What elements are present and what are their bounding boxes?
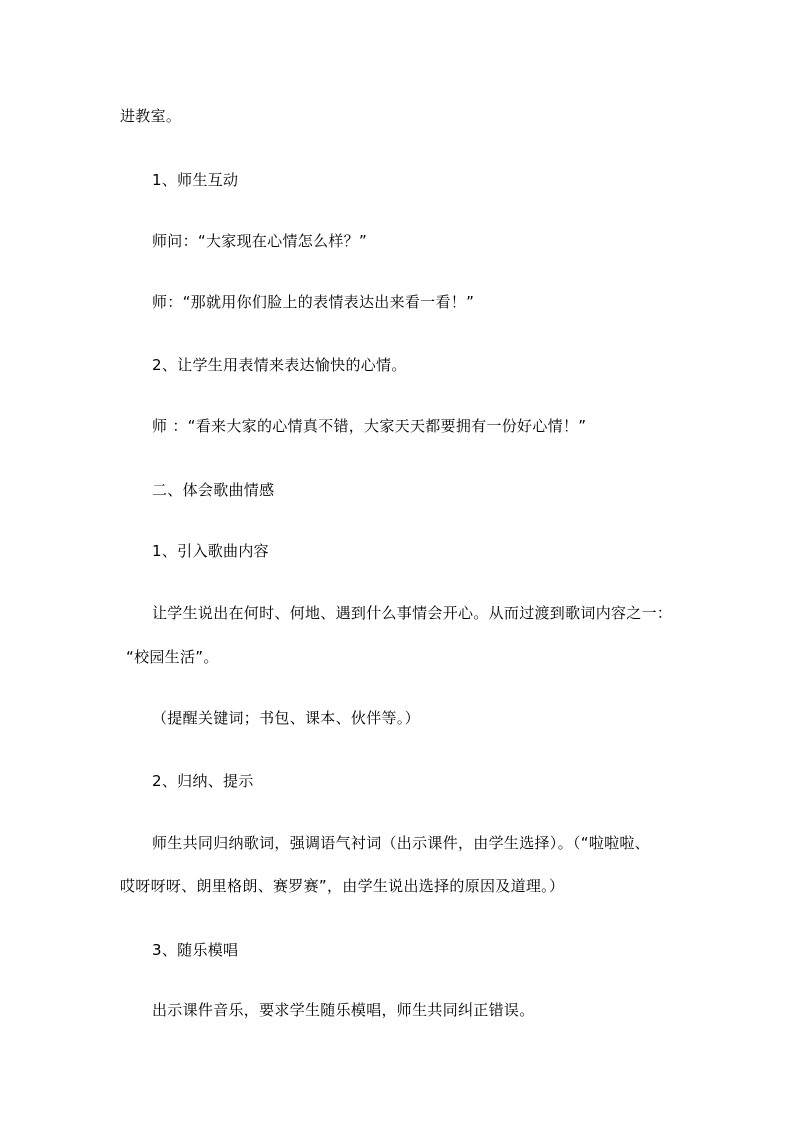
text-line-courseware-music: 出示课件音乐，要求学生随乐模唱，师生共同纠正错误。 [152,1001,535,1019]
text-line-continuation: 进教室。 [120,107,182,125]
heading-introduce-song: 1、引入歌曲内容 [152,542,269,560]
section-heading-song-emotion: 二、体会歌曲情感 [152,481,275,499]
text-line-interjections: 哎呀呀呀、朗里格朗、赛罗赛”，由学生说出选择的原因及道理。） [120,877,565,895]
heading-sing-along: 3、随乐模唱 [152,941,239,959]
heading-summarize: 2、归纳、提示 [152,772,254,790]
text-line-teacher-question: 师问：“大家现在心情怎么样？” [152,232,368,250]
text-line-summarize-lyrics: 师生共同归纳歌词，强调语气衬词（出示课件，由学生选择）。（“啦啦啦、 [152,834,650,852]
text-line-keywords-hint: （提醒关键词；书包、课本、伙伴等。） [152,709,420,727]
text-line-teacher-prompt: 师：“那就用你们脸上的表情表达出来看一看！” [152,293,475,311]
text-line-teacher-remark: 师 ：“看来大家的心情真不错，大家天天都要拥有一份好心情！” [152,417,587,435]
text-line-student-discussion: 让学生说出在何时、何地、遇到什么事情会开心。从而过渡到歌词内容之一： [152,604,673,622]
heading-teacher-student-interaction: 1、师生互动 [152,171,239,189]
text-line-campus-life: “校园生活”。 [126,648,219,666]
heading-express-mood: 2、让学生用表情来表达愉快的心情。 [152,356,407,374]
